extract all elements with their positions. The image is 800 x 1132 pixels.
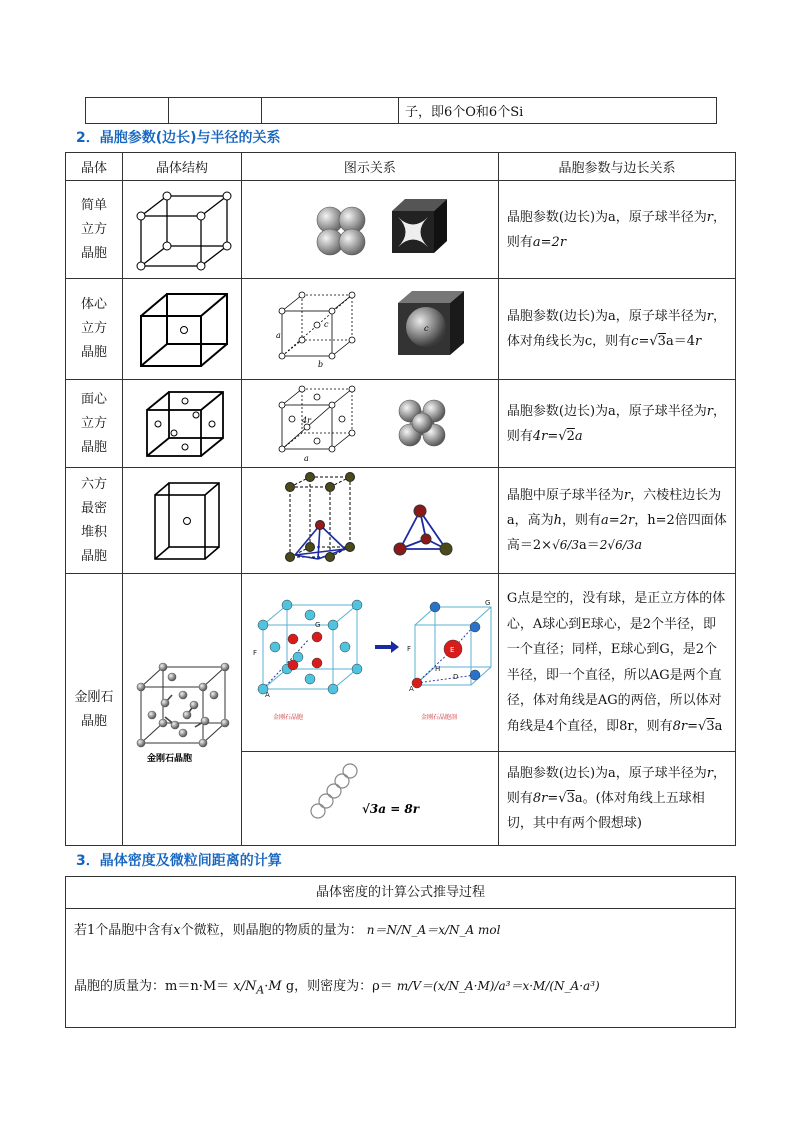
label-H: H (434, 664, 441, 673)
table-row (66, 468, 736, 574)
hcp-diagram (250, 469, 490, 573)
label-A-2: A (408, 684, 414, 693)
cont-cell-2 (169, 98, 262, 124)
diamond-struct-caption: 金刚石晶胞 (146, 753, 192, 764)
fcc-structure-figure (127, 384, 237, 464)
section3-title: 3．晶体密度及微粒间距离的计算 (76, 853, 282, 869)
hcp-structure-figure (127, 473, 237, 569)
section2-title: 2．晶胞参数(边长)与半径的关系 (76, 130, 281, 146)
table-row (66, 380, 736, 468)
formula-density: m/V＝(x/N_A·M)/a³＝x·M/(N_A·a³) (396, 979, 600, 993)
density-line-2: 晶胞的质量为：$m=n\cdot M= x/N_A\cdot M$ g，则密度为：ρ＝ m/V＝(x/N_A·M)/a³＝x·M/(N_A·a³) (74, 979, 600, 997)
structure-cell (122, 574, 241, 846)
cont-cell-3 (262, 98, 399, 124)
row-name: 六方最密堆积晶胞 (66, 468, 123, 574)
bcc-diagram (250, 283, 490, 375)
diagram-cell (241, 279, 498, 380)
cont-text: 子，即6个O和6个Si (405, 105, 524, 120)
header-structure: 晶体结构 (122, 153, 241, 181)
simple-cubic-diagram (250, 185, 490, 275)
right-arrow-icon (375, 641, 399, 653)
continued-table (85, 97, 717, 124)
header-relation: 晶胞参数与边长关系 (498, 153, 735, 181)
diamond-structure-figure (125, 655, 239, 765)
density-box-title: 晶体密度的计算公式推导过程 (66, 877, 735, 909)
density-box-body (66, 909, 735, 1029)
structure-cell (122, 380, 241, 468)
label-F: F (252, 648, 257, 657)
unit-cell-table (65, 152, 736, 846)
table-row (66, 181, 736, 279)
cont-cell-4 (399, 98, 717, 124)
label-E: E (449, 645, 455, 654)
row-name: 面心立方晶胞 (66, 380, 123, 468)
diamond-diagonal-diagram (270, 759, 470, 839)
label-a: a (275, 331, 281, 340)
fcc-diagram (250, 381, 490, 467)
row-name: 金刚石晶胞 (66, 574, 123, 846)
label-c: c (323, 320, 329, 329)
relation-cell: 晶胞参数(边长)为a，原子球半径为r，则有4r=√2a (498, 380, 735, 468)
diamond-diagonal-formula: √3a = 8r (361, 801, 419, 816)
structure-cell (122, 468, 241, 574)
density-formula-box (65, 876, 736, 1028)
label-G: G (314, 620, 321, 629)
relation-cell: 晶胞中原子球半径为r，六棱柱边长为a，高为h，则有a=2r，h=2倍四面体高＝2×√6/3a＝2√6/3a (498, 468, 735, 574)
diamond-right-caption: 金刚石晶胞剖 (420, 713, 457, 721)
row-name: 简单立方晶胞 (66, 181, 123, 279)
relation-cell: 晶胞参数(边长)为a，原子球半径为r，体对角线长为c，则有c=√3a＝4r (498, 279, 735, 380)
label-F-2: F (406, 644, 411, 653)
density-line-1: 若1个晶胞中含有x个微粒，则晶胞的物质的量为： n＝N/N_A＝x/N_A mol (74, 923, 501, 938)
relation-cell: 晶胞参数(边长)为a，原子球半径为r，则有8r=√3a。(体对角线上五球相切，其中有两个假想球) (498, 752, 735, 846)
label-A: A (264, 690, 270, 699)
bcc-structure-figure (127, 284, 237, 374)
diagram-cell (241, 752, 498, 846)
structure-cell (122, 181, 241, 279)
diagram-cell (241, 574, 498, 752)
label-a-2: a (303, 453, 309, 463)
formula-moles: n＝N/N_A＝x/N_A mol (366, 923, 501, 937)
table-header-row (66, 153, 736, 181)
diagram-cell (241, 380, 498, 468)
label-4r: 4r (301, 415, 311, 425)
relation-cell: G点是空的，没有球，是正立方体的体心，A球心到E球心，是2个半径，即一个直径；同样，E球心到G，是2个半径，即一个直径，所以AG是两个直径，体对角线是AG的两倍，所以体对角线是4个直径，即8r，则有8r=√3a (498, 574, 735, 752)
table-row (66, 574, 736, 752)
cont-cell-1 (86, 98, 169, 124)
row-name: 体心立方晶胞 (66, 279, 123, 380)
diamond-diagram (245, 593, 495, 733)
structure-cell (122, 279, 241, 380)
header-crystal: 晶体 (66, 153, 123, 181)
header-diagram: 图示关系 (241, 153, 498, 181)
simple-cubic-structure-figure (127, 186, 237, 274)
diagram-cell (241, 468, 498, 574)
svg-text:c: c (423, 324, 429, 333)
label-G-2: G (484, 598, 491, 607)
relation-cell: 晶胞参数(边长)为a，原子球半径为r，则有a=2r (498, 181, 735, 279)
diamond-left-caption: 金刚石晶胞 (272, 713, 303, 721)
diagram-cell (241, 181, 498, 279)
label-b: b (317, 360, 324, 369)
table-row (66, 279, 736, 380)
label-D: D (452, 672, 459, 681)
formula-mass: $x/N_A\cdot M$ (233, 979, 282, 997)
